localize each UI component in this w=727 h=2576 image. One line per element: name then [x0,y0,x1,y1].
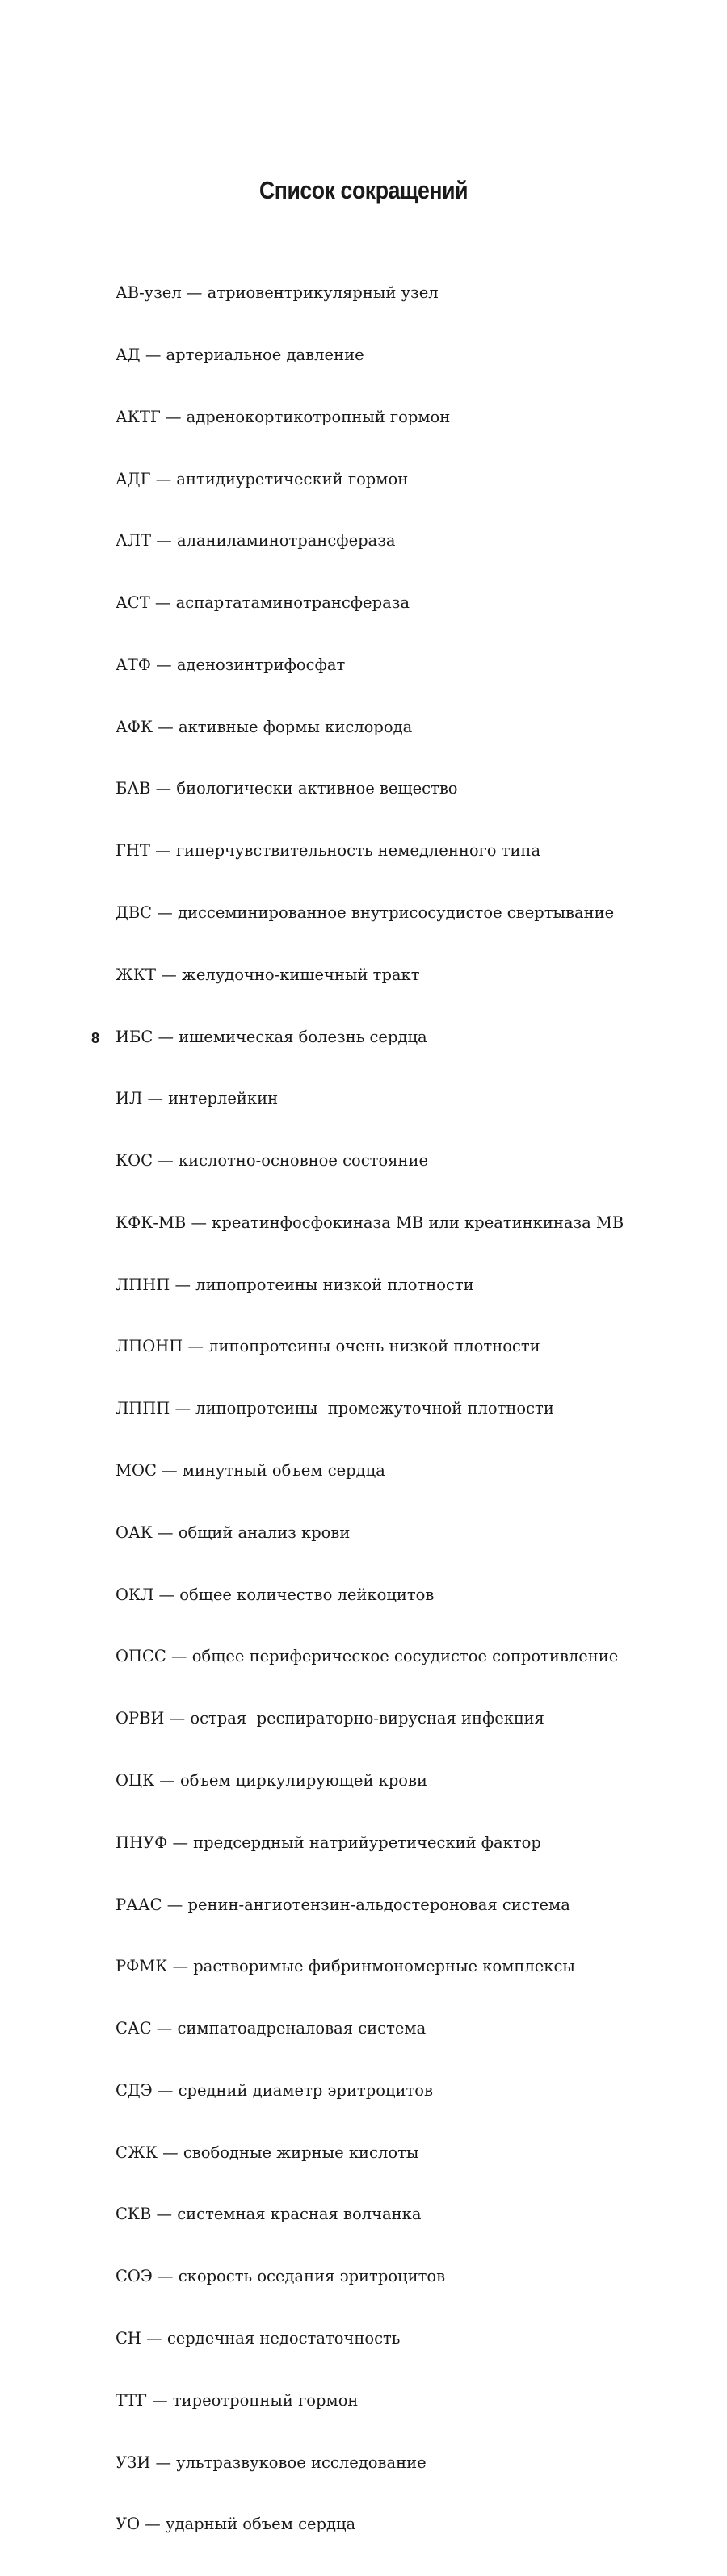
list-item: АД — артериальное давление [116,345,364,364]
list-item: УЗИ — ультразвуковое исследование [116,2452,427,2472]
list-item: РФМК — растворимые фибринмономерные комплексы [116,1957,575,1976]
list-item: КФК-МВ — креатинфосфокиназа МВ или креатинкиназа МВ [116,1213,624,1232]
list-item: АКТГ — адренокортикотропный гормон [116,407,451,426]
list-item: ТТГ — тиреотропный гормон [116,2390,359,2410]
page-number: 8 [91,1030,100,1046]
page-title: Список сокращений [258,176,469,204]
list-item: ЛППП — липопротеины промежуточной плотности [116,1399,554,1418]
list-item: МОС — минутный объем сердца [116,1461,385,1481]
list-item: СН — сердечная недостаточность [116,2328,401,2348]
list-item: ЛПОНП — липопротеины очень низкой плотности [116,1337,540,1356]
list-item: ЖКТ — желудочно-кишечный тракт [116,965,420,984]
list-item: ОРВИ — острая респираторно-вирусная инфекция [116,1709,544,1728]
list-item: АЛТ — аланиламинотрансфераза [116,531,396,551]
list-item: УО — ударный объем сердца [116,2515,356,2534]
list-item: СДЭ — средний диаметр эритроцитов [116,2080,433,2100]
list-item: СЖК — свободные жирные кислоты [116,2142,419,2162]
list-item: ИЛ — интерлейкин [116,1089,279,1108]
list-item: ГНТ — гиперчувствительность немедленного типа [116,841,541,861]
abbreviation-list [116,241,632,2576]
list-item: ОКЛ — общее количество лейкоцитов [116,1585,435,1604]
list-item: АТФ — аденозинтрифосфат [116,655,346,674]
list-item: БАВ — биологически активное вещество [116,779,458,798]
list-item: ЛПНП — липопротеины низкой плотности [116,1275,474,1294]
list-item: ОАК — общий анализ крови [116,1523,351,1542]
list-item: КОС — кислотно-основное состояние [116,1151,429,1171]
list-item: ОЦК — объем циркулирующей крови [116,1770,428,1790]
list-item: РААС — ренин-ангиотензин-альдостероновая система [116,1895,570,1914]
list-item: АСТ — аспартатаминотрансфераза [116,593,410,613]
list-item: СКВ — системная красная волчанка [116,2205,422,2224]
list-item: ОПСС — общее периферическое сосудистое сопротивление [116,1647,619,1666]
list-item: АДГ — антидиуретический гормон [116,469,409,488]
list-item: АФК — активные формы кислорода [116,717,413,736]
list-item: АВ-узел — атриовентрикулярный узел [116,283,439,303]
list-item: ДВС — диссеминированное внутрисосудистое свертывание [116,903,615,922]
list-item: ИБС — ишемическая болезнь сердца [116,1027,427,1046]
list-item: САС — симпатоадреналовая система [116,2019,427,2038]
list-item: СОЭ — скорость оседания эритроцитов [116,2267,446,2286]
list-item: ПНУФ — предсердный натрийуретический фактор [116,1833,541,1852]
